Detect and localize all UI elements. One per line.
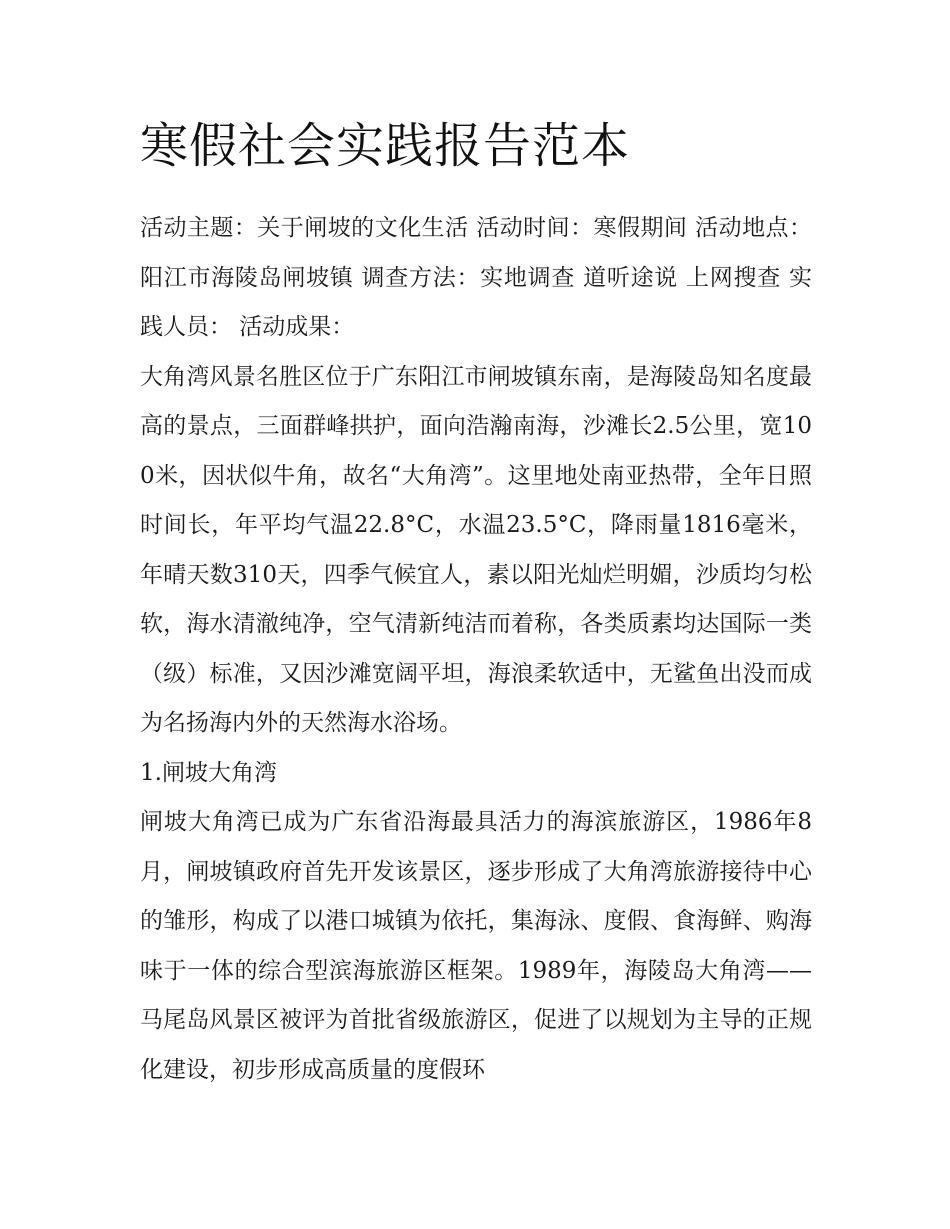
document-title: 寒假社会实践报告范本 [140,118,631,174]
document-body [140,112,812,1095]
activity-info-paragraph: 活动主题：关于闸坡的文化生活 活动时间：寒假期间 活动地点：阳江市海陵岛闸坡镇 调查方法：实地调查 道听途说 上网搜查 实践人员： 活动成果： [140,215,812,340]
body-paragraph-2: 闸坡大角湾已成为广东省沿海最具活力的海滨旅游区，1986年8月，闸坡镇政府首先开发该景区，逐步形成了大角湾旅游接待中心的雏形，构成了以港口城镇为依托，集海泳、度假、食海鲜、购海味于一体的综合型滨海旅游区框架。1989年，海陵岛大角湾——马尾岛风景区被评为首批省级旅游区，促进了以规划为主导的正规化建设，初步形成高质量的度假环 [140,809,812,1083]
section-heading: 1.闸坡大角湾 [140,759,277,786]
body-paragraph-1: 大角湾风景名胜区位于广东阳江市闸坡镇东南，是海陵岛知名度最高的景点，三面群峰拱护，面向浩瀚南海，沙滩长2.5公里，宽100米，因状似牛角，故名“大角湾”。这里地处南亚热带，全年日照时间长，年平均气温22.8°C，水温23.5°C，降雨量1816毫米，年晴天数310天，四季气候宜人，素以阳光灿烂明媚，沙质均匀松软，海水清澈纯净，空气清新纯洁而着称，各类质素均达国际一类（级）标准，又因沙滩宽阔平坦，海浪柔软适中，无鲨鱼出没而成为名扬海内外的天然海水浴场。 [140,363,812,736]
